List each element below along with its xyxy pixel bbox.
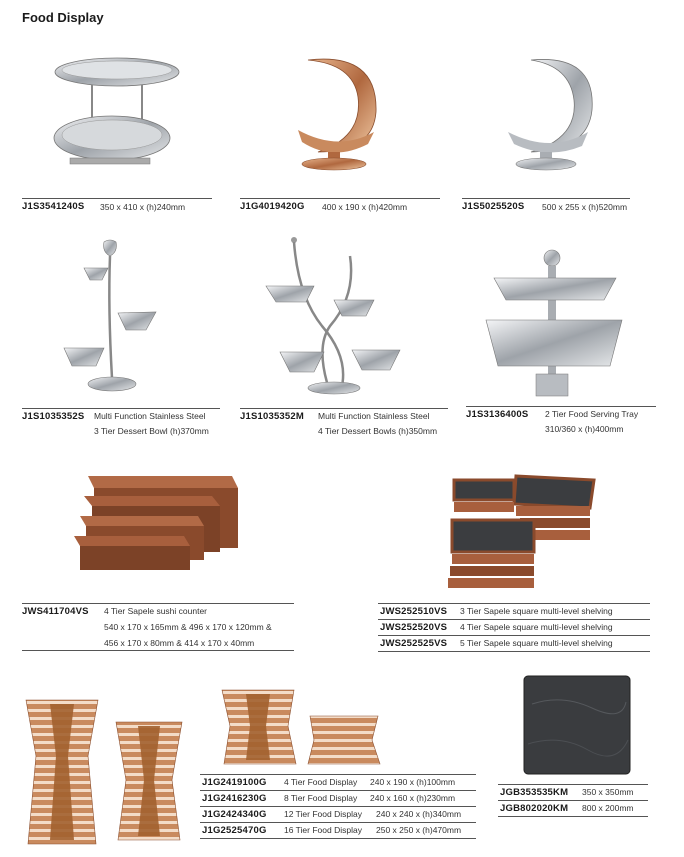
product-code: JGB353535KM bbox=[500, 787, 569, 798]
item-rule bbox=[22, 198, 212, 199]
product-code: J1G2416230G bbox=[202, 793, 267, 804]
product-dimensions: 240 x 190 x (h)100mm bbox=[370, 777, 456, 787]
item-rule bbox=[22, 408, 220, 409]
four-tier-dessert-bowls-image bbox=[258, 236, 403, 396]
product-code: J1G2525470G bbox=[202, 825, 267, 836]
item-rule bbox=[498, 784, 648, 785]
item-rule bbox=[498, 800, 648, 801]
product-code: JWS252510VS bbox=[380, 606, 448, 617]
product-code: JWS252520VS bbox=[380, 622, 448, 633]
item-rule bbox=[22, 603, 294, 604]
product-description: 4 Tier Sapele square multi-level shelving bbox=[460, 622, 613, 632]
double-oval-tray-image bbox=[52, 50, 182, 180]
copper-small-display-image bbox=[218, 686, 384, 770]
item-rule bbox=[378, 603, 650, 604]
item-rule bbox=[466, 406, 656, 407]
item-rule bbox=[378, 619, 650, 620]
product-description: 3 Tier Sapele square multi-level shelving bbox=[460, 606, 613, 616]
three-tier-dessert-bowl-image bbox=[60, 238, 170, 396]
copper-tall-display-image bbox=[22, 696, 190, 848]
product-code: J1G4019420G bbox=[240, 201, 305, 212]
product-name: 16 Tier Food Display bbox=[284, 825, 362, 835]
product-name: 8 Tier Food Display bbox=[284, 793, 358, 803]
slate-board-image bbox=[522, 674, 634, 778]
product-code: J1S5025520S bbox=[462, 201, 525, 212]
item-rule bbox=[378, 635, 650, 636]
product-description: 5 Tier Sapele square multi-level shelving bbox=[460, 638, 613, 648]
product-dimensions: 500 x 255 x (h)520mm bbox=[542, 202, 628, 212]
product-description: Multi Function Stainless Steel bbox=[94, 411, 206, 421]
product-dimensions: 540 x 170 x 165mm & 496 x 170 x 120mm & bbox=[104, 622, 272, 632]
item-rule bbox=[378, 651, 650, 652]
product-description: Multi Function Stainless Steel bbox=[318, 411, 430, 421]
item-rule bbox=[498, 816, 648, 817]
product-dimensions: 250 x 250 x (h)470mm bbox=[376, 825, 462, 835]
product-description: 2 Tier Food Serving Tray bbox=[545, 409, 639, 419]
silver-crescent-stand-image bbox=[496, 52, 600, 174]
product-dimensions: 400 x 190 x (h)420mm bbox=[322, 202, 408, 212]
product-code: J1G2419100G bbox=[202, 777, 267, 788]
item-rule bbox=[200, 822, 476, 823]
product-code: J1S3136400S bbox=[466, 409, 529, 420]
product-dimensions: 350 x 410 x (h)240mm bbox=[100, 202, 186, 212]
item-rule bbox=[22, 650, 294, 651]
item-rule bbox=[240, 198, 440, 199]
item-rule bbox=[200, 838, 476, 839]
product-code: JWS252525VS bbox=[380, 638, 448, 649]
product-dimensions: 800 x 200mm bbox=[582, 803, 634, 813]
two-tier-serving-tray-image bbox=[486, 248, 626, 396]
product-dimensions: 240 x 240 x (h)340mm bbox=[376, 809, 462, 819]
product-code: JWS411704VS bbox=[22, 606, 89, 617]
item-rule bbox=[240, 408, 448, 409]
product-name: 4 Tier Food Display bbox=[284, 777, 358, 787]
product-code: J1G2424340G bbox=[202, 809, 267, 820]
item-rule bbox=[200, 806, 476, 807]
product-dimensions: 240 x 160 x (h)230mm bbox=[370, 793, 456, 803]
copper-crescent-stand-image bbox=[278, 52, 388, 174]
product-code: JGB802020KM bbox=[500, 803, 569, 814]
item-rule bbox=[200, 790, 476, 791]
item-rule bbox=[200, 774, 476, 775]
sushi-counter-image bbox=[72, 468, 244, 580]
product-code: J1S3541240S bbox=[22, 201, 85, 212]
product-description: 310/360 x (h)400mm bbox=[545, 424, 624, 434]
product-description: 3 Tier Dessert Bowl (h)370mm bbox=[94, 426, 209, 436]
product-code: J1S1035352S bbox=[22, 411, 85, 422]
product-description: 4 Tier Sapele sushi counter bbox=[104, 606, 208, 616]
square-shelving-image bbox=[444, 472, 600, 592]
item-rule bbox=[462, 198, 630, 199]
product-description: 4 Tier Dessert Bowls (h)350mm bbox=[318, 426, 438, 436]
product-code: J1S1035352M bbox=[240, 411, 305, 422]
product-name: 12 Tier Food Display bbox=[284, 809, 362, 819]
page-title: Food Display bbox=[22, 10, 104, 25]
product-dimensions: 456 x 170 x 80mm & 414 x 170 x 40mm bbox=[104, 638, 255, 648]
product-dimensions: 350 x 350mm bbox=[582, 787, 634, 797]
